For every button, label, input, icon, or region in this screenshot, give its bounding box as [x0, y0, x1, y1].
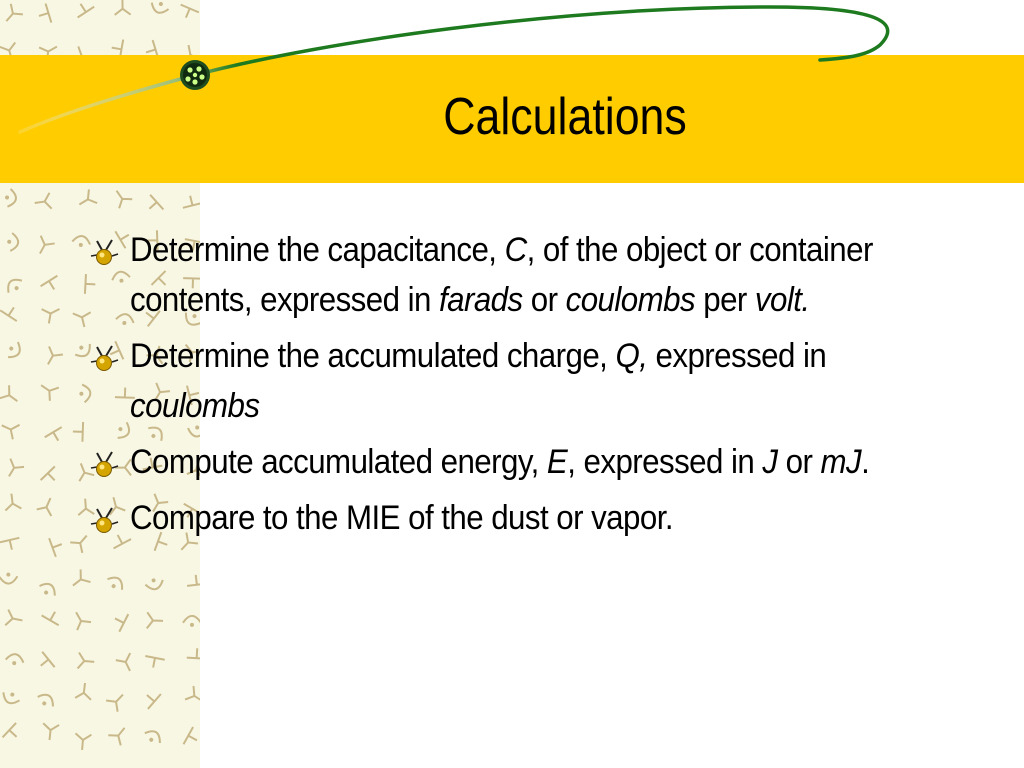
- bullet-text-part: Determine the accumulated charge,: [130, 337, 616, 375]
- bullet-text-part: Compare to the MIE of the dust or vapor.: [130, 499, 674, 537]
- bullet-text-part: C: [504, 231, 527, 269]
- slide-title: Calculations: [443, 88, 687, 146]
- swoosh-knob-icon: [180, 60, 210, 90]
- bullet-text-part: .: [861, 443, 870, 481]
- bullet-text-part: Q,: [615, 337, 648, 375]
- bullet-text-part: Determine the capacitance,: [130, 231, 505, 269]
- bullet-item: [88, 331, 948, 431]
- bullet-text: [130, 225, 883, 325]
- bullet-text-part: , expressed in: [567, 443, 763, 481]
- bug-bullet-icon: [88, 237, 120, 269]
- bullet-text: [130, 493, 883, 543]
- bullet-text-part: farads: [438, 281, 523, 319]
- bullet-item: [88, 225, 948, 325]
- bullet-text-part: E: [546, 443, 568, 481]
- bullet-text-part: coulombs: [130, 387, 260, 425]
- bullet-text-part: , of the object or container contents, expressed in: [130, 231, 873, 319]
- bullet-text-part: or: [777, 443, 821, 481]
- bullet-text-part: or: [522, 281, 566, 319]
- bug-bullet-icon: [88, 505, 120, 537]
- bullet-text-part: per: [695, 281, 755, 319]
- bullet-list: [88, 225, 948, 549]
- bullet-item: [88, 437, 948, 487]
- bug-bullet-icon: [88, 449, 120, 481]
- bullet-text: [130, 437, 883, 487]
- bullet-text-part: volt.: [754, 281, 810, 319]
- bullet-text-part: J: [762, 443, 778, 481]
- bullet-text-part: coulombs: [565, 281, 696, 319]
- bug-bullet-icon: [88, 343, 120, 375]
- bullet-text-part: Compute accumulated energy,: [130, 443, 547, 481]
- bullet-text-part: expressed in: [647, 337, 827, 375]
- bullet-text-part: mJ: [820, 443, 862, 481]
- bullet-text: [130, 331, 883, 431]
- bullet-item: [88, 493, 948, 543]
